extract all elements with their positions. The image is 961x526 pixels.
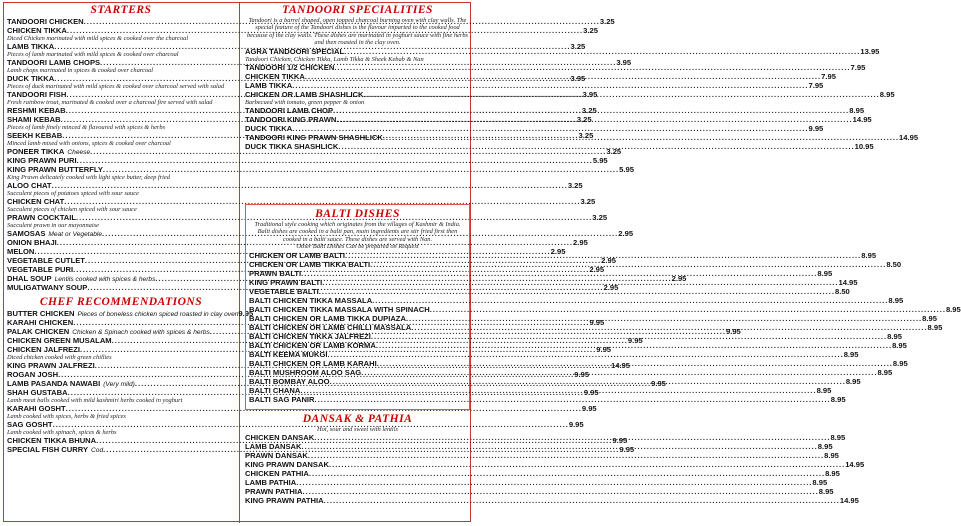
menu-item-name: VEGETABLE CUTLET <box>7 256 85 265</box>
menu-item-name: CHICKEN DANSAK <box>245 433 315 443</box>
menu-item-name: AGRA TANDOORI SPECIAL <box>245 46 345 56</box>
menu-item <box>245 451 839 461</box>
menu-item-price: 9.95 <box>619 445 635 454</box>
menu-item-price: 14.95 <box>899 132 919 142</box>
menu-item-name: VEGETABLE BALTI <box>249 286 319 296</box>
menu-item-price: 9.95 <box>596 345 612 354</box>
leader-dots <box>296 478 812 487</box>
menu-item-name: DUCK TIKKA <box>7 74 55 83</box>
menu-item-name: BALTI CHICKEN OR LAMB TIKKA DUPIAZA <box>249 313 406 323</box>
menu-item-price: 8.95 <box>887 331 902 341</box>
menu-item-price: 2.95 <box>550 247 566 256</box>
menu-item-name: SHAMI KEBAB <box>7 115 61 124</box>
menu-item-name: CHICKEN PATHIA <box>245 469 309 479</box>
menu-item-price: 8.95 <box>888 295 904 305</box>
menu-item-price: 9.95 <box>568 420 584 429</box>
menu-item <box>245 469 840 479</box>
leader-dots <box>302 442 818 451</box>
menu-item-description: Tandoori Chicken, Chicken Tikka, Lamb Tikka & Sheek Kebab & Nan <box>245 55 424 63</box>
menu-item-price: 8.95 <box>922 313 937 323</box>
menu-item-price: 3.95 <box>582 90 598 99</box>
menu-item <box>245 80 824 90</box>
menu-item-name: PRAWN COCKTAIL <box>7 213 77 222</box>
menu-item-name: BALTI CHICKEN OR LAMB CHILLI MASSALA <box>249 322 412 332</box>
menu-item-name: SAG GOSHT <box>7 420 53 429</box>
menu-item-name: KING PRAWN DANSAK <box>245 460 329 470</box>
menu-item-price: 14.95 <box>611 361 631 370</box>
menu-item-name: BALTI KEEMA MUKGI <box>249 349 328 359</box>
balti-note: Other Balti Dishes Can be prepared on Request <box>296 243 419 251</box>
menu-item-name: BALTI MUSHROOM ALOO SAG <box>249 367 362 377</box>
menu-item-price: 3.95 <box>616 58 632 67</box>
menu-item-name: DUCK TIKKA <box>245 123 293 133</box>
menu-item-name: TANDOORI KING PRAWN <box>245 114 337 124</box>
menu-item-name: PRAWN PATHIA <box>245 487 303 497</box>
menu-item <box>7 404 597 413</box>
leader-dots <box>292 81 808 90</box>
menu-item <box>245 460 865 470</box>
leader-dots <box>430 305 946 314</box>
leader-dots <box>305 72 821 81</box>
menu-item-name: ALOO CHAT <box>7 181 52 190</box>
menu-item-name: BALTI CHANA <box>249 385 301 395</box>
menu-item-name: LAMB PASANDA NAWABI <box>7 379 101 388</box>
menu-item-description: Pieces of lamb finely minced & flavoured with spices & herbs <box>7 124 166 131</box>
menu-item-price: 3.25 <box>599 17 615 26</box>
leader-dots <box>103 165 619 174</box>
menu-item-price: 7.95 <box>808 80 824 90</box>
menu-item-note: Pieces of boneless chicken spiced roasted in clay oven <box>77 311 239 318</box>
leader-dots <box>52 181 568 190</box>
menu-item-name: CHICKEN CHAT <box>7 197 65 206</box>
menu-item-price: 8.95 <box>817 442 833 452</box>
leader-dots <box>364 90 880 99</box>
menu-item <box>245 123 824 133</box>
menu-item-name: LAMB TIKKA <box>245 80 293 90</box>
menu-item-name: KING PRAWN JALFREZI <box>7 361 95 370</box>
menu-item <box>245 141 874 151</box>
menu-item-name: DHAL SOUP <box>7 274 52 283</box>
menu-item-price: 3.95 <box>570 74 586 83</box>
menu-item-description: Minced lamb mixed with onions, spices & cooked over charcoal <box>7 140 171 147</box>
menu-item-name: BALTI CHICKEN TIKKA MASSALA <box>249 295 373 305</box>
menu-item-name: KING PRAWN BALTI <box>249 277 323 287</box>
menu-item-name: KARAHI GOSHT <box>7 404 66 413</box>
menu-item-description: Pieces of lamb marinated with mild spices & cooked over charcoal <box>7 51 179 58</box>
menu-item-name: CHICKEN OR LAMB TIKKA BALTI <box>249 259 371 269</box>
leader-dots <box>334 63 850 72</box>
menu-item-price: 8.95 <box>945 304 961 314</box>
menu-item-price: 8.95 <box>824 451 839 461</box>
menu-item-description: Succulent pieces of chicken spiced with sour sauce <box>7 206 137 213</box>
menu-item-description: Lamb cooked with spinach, spices & herbs <box>7 429 117 436</box>
menu-item-price: 2.95 <box>603 283 619 292</box>
leader-dots <box>308 451 824 460</box>
menu-item-description: Pieces of duck marinated with mild spices & cooked over charcoal served with salad <box>7 83 225 90</box>
leader-dots <box>370 260 886 269</box>
menu-item-price: 9.95 <box>725 327 741 336</box>
tandoori-intro: Tandoori is a barrel shaped, open topped charcoal burning oven with clay walls. The special feature of the Tandoori dishes is the flavour imparted to the cooked food because of the clay walls. These dishes are marinated in yoghurt sauce with fine herbs and then roasted in the clay oven. <box>246 17 469 47</box>
menu-item <box>249 394 846 404</box>
menu-item-name: PALAK CHICKEN <box>7 327 70 336</box>
menu-item-name: KARAHI CHICKEN <box>7 318 74 327</box>
menu-item-price: 8.50 <box>886 259 902 269</box>
menu-item-name: PRAWN BALTI <box>249 268 302 278</box>
leader-dots <box>383 133 899 142</box>
menu-item-price: 9.95 <box>651 379 666 388</box>
menu-item-price: 14.95 <box>839 496 859 506</box>
menu-item <box>249 304 961 314</box>
menu-item-name: SPECIAL FISH CURRY <box>7 445 89 454</box>
menu-item-price: 8.95 <box>830 394 846 404</box>
menu-item-description: Succulent prawn in our mayonnaise <box>7 222 99 229</box>
menu-item-price: 9.95 <box>627 336 643 345</box>
leader-dots <box>300 386 816 395</box>
menu-item-note: Chicken & Spinach cooked with spices & herbs <box>72 329 210 336</box>
leader-dots <box>371 332 887 341</box>
menu-item-price: 8.95 <box>818 487 834 497</box>
menu-item-name: KING PRAWN PURI <box>7 156 77 165</box>
menu-item-price: 2.95 <box>618 229 634 238</box>
menu-item-price: 5.95 <box>592 156 608 165</box>
menu-item-price: 8.95 <box>877 367 893 377</box>
menu-item-name: SEEKH KEBAB <box>7 131 63 140</box>
menu-item-price: 14.95 <box>838 277 858 287</box>
menu-item-name: CHICKEN GREEN MUSALAM <box>7 336 112 345</box>
menu-item-name: KING PRAWN BUTTERFLY <box>7 165 103 174</box>
dansak-intro: Hot, sour and sweet with lentils <box>317 426 398 433</box>
menu-item-price: 9.95 <box>574 370 590 379</box>
menu-item-name: RESHMI KEBAB <box>7 106 66 115</box>
menu-item-name: PONEER TIKKA <box>7 147 65 156</box>
menu-item-name: LAMB TIKKA <box>7 42 55 51</box>
menu-item-price: 9.95 <box>583 388 599 397</box>
balti-intro: Traditional style cooking which originates from the villages of Kashmir & India. Balti dishes are cooked in a balti pan, main ingredients are stir fried first then cooked in a balti sauce. These dishes are served with Nan. <box>254 221 461 243</box>
menu-item-name: MELON <box>7 247 35 256</box>
menu-item <box>7 197 596 206</box>
menu-item-price: 9.95 <box>808 123 824 133</box>
menu-item-name: CHICKEN TIKKA <box>7 26 67 35</box>
menu-item-price: 8.95 <box>830 433 846 443</box>
menu-item-price: 2.95 <box>589 265 605 274</box>
menu-item-price: 14.95 <box>852 114 872 124</box>
balti-title: BALTI DISHES <box>315 208 400 220</box>
leader-dots <box>314 433 830 442</box>
menu-item-price: 3.25 <box>580 197 596 206</box>
menu-item-price: 14.95 <box>845 460 865 470</box>
leader-dots <box>327 350 843 359</box>
menu-item-note: Cheese <box>67 149 91 156</box>
menu-item-price: 2.95 <box>573 238 588 247</box>
menu-item-price: 8.95 <box>927 322 943 332</box>
menu-item-price: 2.95 <box>671 274 687 283</box>
chef-title: CHEF RECOMMENDATIONS <box>39 296 203 308</box>
menu-item-name: KING PRAWN PATHIA <box>245 496 324 506</box>
menu-item <box>7 229 634 238</box>
menu-item-price: 8.95 <box>879 89 895 99</box>
leader-dots <box>336 115 852 124</box>
menu-item-price: 3.25 <box>592 213 608 222</box>
menu-item-name: BALTI CHICKEN OR LAMB KARAHI <box>249 358 377 368</box>
menu-item-price: 8.95 <box>849 105 865 115</box>
leader-dots <box>309 469 825 478</box>
menu-item-price: 3.25 <box>606 147 622 156</box>
menu-item-price: 8.95 <box>843 349 859 359</box>
menu-item <box>7 26 598 35</box>
menu-item-name: SHAH GUSTABA <box>7 388 68 397</box>
leader-dots <box>329 460 845 469</box>
menu-item-description: Barbecued with tomato, green pepper & onion <box>245 98 365 106</box>
leader-dots <box>361 368 877 377</box>
menu-item-price: 7.95 <box>850 62 866 72</box>
menu-page <box>3 2 961 522</box>
menu-item-price: 9.95 <box>612 436 628 445</box>
menu-item-name: BALTI SAG PANIR <box>249 394 315 404</box>
menu-item-price: 3.25 <box>570 42 586 51</box>
menu-item-name: ROGAN JOSH <box>7 370 59 379</box>
menu-item-description: Fresh rainbow trout, marinated & cooked over a charcoal fire served with salad <box>7 99 213 106</box>
leader-dots <box>319 287 835 296</box>
menu-item <box>245 496 859 506</box>
menu-item-name: TANDOORI 1/2 CHICKEN <box>245 62 335 72</box>
menu-item-name: BALTI BOMBAY ALOO <box>249 376 330 386</box>
menu-item-price: 8.95 <box>861 250 877 260</box>
menu-item-price: 3.25 <box>578 131 594 140</box>
leader-dots <box>376 341 892 350</box>
menu-item-note: Cod <box>91 447 104 454</box>
menu-item-price: 7.95 <box>821 71 836 81</box>
menu-item-price: 3.25 <box>581 106 597 115</box>
menu-item-price: 8.50 <box>834 286 850 296</box>
leader-dots <box>330 377 846 386</box>
menu-item-description: Diced chicken cooked with green chillies <box>7 354 112 361</box>
menu-item-price: 10.95 <box>854 141 874 151</box>
menu-item-description: Lamb meat balls cooked with mild kashmiri herbs cooked in yoghurt <box>7 397 183 404</box>
menu-item <box>7 156 608 165</box>
leader-dots <box>377 359 893 368</box>
menu-item <box>7 17 615 26</box>
menu-item <box>7 309 254 318</box>
menu-item-price: 9.95 <box>581 404 597 413</box>
menu-item-note: Meat or Vegetable <box>48 231 103 238</box>
menu-item-price: 2.95 <box>601 256 616 265</box>
leader-dots <box>372 296 888 305</box>
menu-item <box>7 420 584 429</box>
menu-item-price: 8.95 <box>845 376 861 386</box>
menu-item-note: Lentils cooked with spices & herbs <box>54 276 156 283</box>
dansak-title: DANSAK & PATHIA <box>302 413 413 425</box>
menu-item-price: 8.95 <box>812 478 828 488</box>
menu-item-name: ONION BHAJI <box>7 238 57 247</box>
menu-item-name: BALTI CHICKEN TIKKA MASSALA WITH SPINACH <box>249 304 430 314</box>
menu-item-name: TANDOORI LAMB CHOPS <box>7 58 101 67</box>
menu-item-name: CHICKEN OR LAMB SHASHLICK <box>245 89 364 99</box>
menu-item-price: 3.25 <box>567 181 583 190</box>
leader-dots <box>322 278 838 287</box>
menu-item-description: King Prawn delicately cooked with light spice butter, deep fried <box>7 174 170 181</box>
menu-item-description: Diced Chicken marinated with mild spices & cooked over the charcoal <box>7 35 189 42</box>
leader-dots <box>315 395 831 404</box>
menu-item <box>7 165 634 174</box>
leader-dots <box>77 156 593 165</box>
leader-dots <box>406 314 922 323</box>
menu-item <box>245 478 828 488</box>
menu-item-name: PRAWN DANSAK <box>245 451 308 461</box>
menu-item-name: TANDOORI LAMB CHOP <box>245 105 334 115</box>
menu-item-price: 8.95 <box>825 469 840 479</box>
menu-item-price: 8.95 <box>892 340 907 350</box>
menu-item-price: 5.95 <box>619 165 634 174</box>
menu-item-note: (Very mild) <box>103 381 135 388</box>
menu-item-price: 3.25 <box>583 26 598 35</box>
menu-item <box>245 487 834 497</box>
menu-item-name: TANDOORI CHICKEN <box>7 17 84 26</box>
menu-item-description: Succulent pieces of potatoes spiced with sour sauce <box>7 190 139 197</box>
leader-dots <box>345 251 861 260</box>
leader-dots <box>338 142 854 151</box>
menu-item-price: 9.95 <box>238 309 254 318</box>
menu-item-name: LAMB PATHIA <box>245 478 297 488</box>
menu-item-name: BALTI CHICKEN TIKKA JALFREZI <box>249 331 371 341</box>
menu-item-name: CHICKEN JALFREZI <box>7 345 80 354</box>
menu-item-price: 8.95 <box>892 358 908 368</box>
tandoori-title: TANDOORI SPECIALITIES <box>282 4 433 16</box>
menu-item-description: Lamb cooked with spices, herbs & fried spices <box>7 413 126 420</box>
menu-item-price: 9.95 <box>589 318 605 327</box>
menu-item-price: 8.95 <box>817 268 833 278</box>
menu-item-price: 13.95 <box>860 46 880 56</box>
menu-item-description: Lamb chops marinated in spices & cooked over charcoal <box>7 67 154 74</box>
menu-item-name: LAMB DANSAK <box>245 442 302 452</box>
menu-item-price: 3.25 <box>576 115 592 124</box>
menu-item-name: SAMOSAS <box>7 229 46 238</box>
menu-item-price: 8.95 <box>816 385 832 395</box>
menu-item <box>7 147 622 156</box>
leader-dots <box>324 496 840 505</box>
leader-dots <box>292 124 808 133</box>
leader-dots <box>411 323 927 332</box>
menu-item-name: BUTTER CHICKEN <box>7 309 75 318</box>
menu-item-name: CHICKEN TIKKA BHUNA <box>7 436 97 445</box>
menu-item-name: CHICKEN OR LAMB BALTI <box>249 250 346 260</box>
menu-item <box>7 181 583 190</box>
menu-item-name: MULIGATWANY SOUP <box>7 283 88 292</box>
leader-dots <box>301 269 817 278</box>
leader-dots <box>333 106 849 115</box>
menu-item-name: BALTI CHICKEN OR LAMB KORMA <box>249 340 376 350</box>
menu-item-name: DUCK TIKKA SHASHLICK <box>245 141 339 151</box>
leader-dots <box>303 487 819 496</box>
menu-item-name: TANDOORI FISH <box>7 90 67 99</box>
menu-item <box>249 295 904 305</box>
menu-item-name: VEGETABLE PURI <box>7 265 74 274</box>
starters-title: STARTERS <box>90 4 152 16</box>
leader-dots <box>344 47 860 56</box>
menu-item-name: CHICKEN TIKKA <box>245 71 305 81</box>
menu-item-name: TANDOORI KING PRAWN SHASHLICK <box>245 132 383 142</box>
